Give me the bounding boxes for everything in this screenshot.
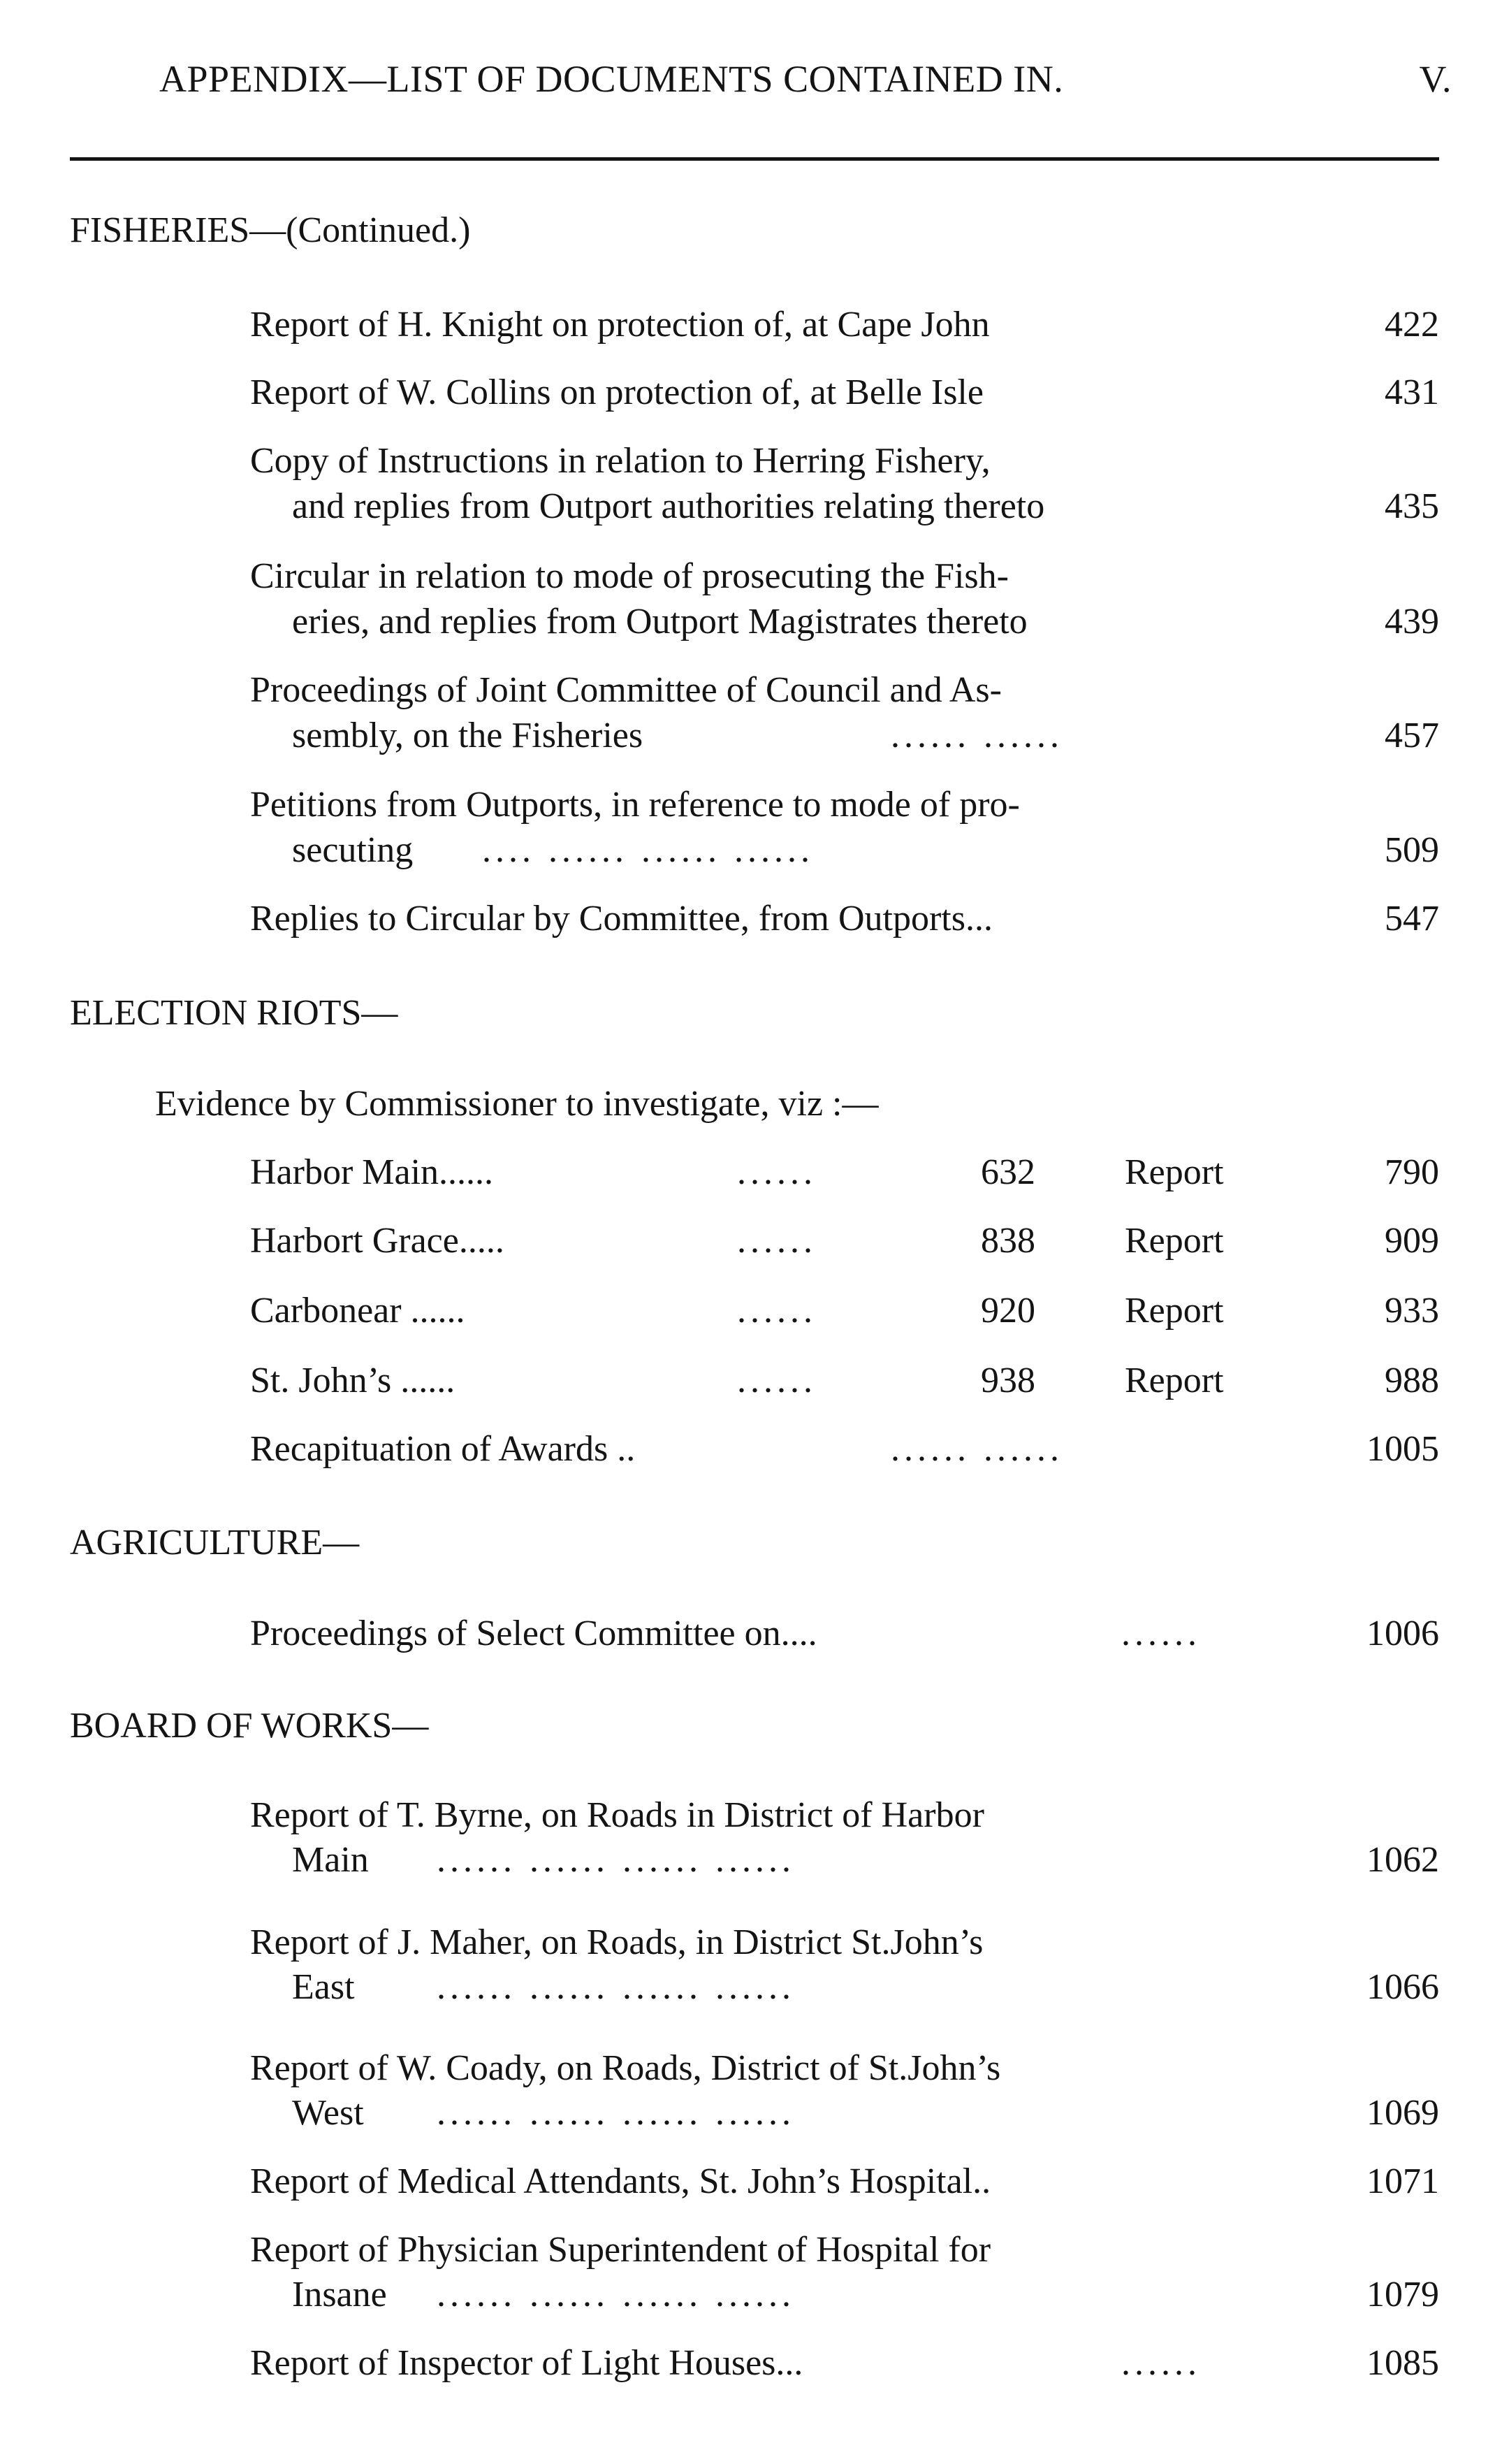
entry-page: 1079 [1366,2275,1439,2314]
entry-text: Report of W. Collins on protection of, at Belle Isle [250,372,984,412]
report-label: Report [1125,1291,1224,1331]
leader-dots: ...... [737,1152,817,1192]
entry-page: 1071 [1366,2161,1439,2201]
evidence-page: 838 [981,1221,1035,1261]
entry-page: 439 [1385,602,1439,642]
leader-dots: ...... ...... ...... ...... [437,1840,795,1880]
entry-text: Report of W. Coady, on Roads, District of St.John’s [250,2048,1001,2088]
entry-text: Copy of Instructions in relation to Herring Fishery, [250,441,991,481]
entry-text-continued: secuting [292,830,414,870]
entry-text-continued: Insane [292,2275,387,2314]
entry-text: Report of Physician Superintendent of Hospital for [250,2230,991,2270]
section-heading-agriculture: AGRICULTURE— [70,1523,360,1563]
entry-text-continued: West [292,2093,364,2133]
entry-page: 1066 [1366,1967,1439,2007]
report-page: 909 [1385,1221,1439,1261]
section-heading-election-riots: ELECTION RIOTS— [70,993,398,1033]
leader-dots: ...... [1121,1614,1201,1653]
leader-dots: ...... ...... ...... ...... [437,1967,795,2007]
entry-text: Proceedings of Select Committee on.... [250,1614,817,1653]
entry-text: Report of H. Knight on protection of, at Cape John [250,305,990,345]
entry-text: Petitions from Outports, in reference to mode of pro- [250,785,1020,825]
entry-text-continued: Main [292,1840,369,1880]
leader-dots: ...... [1121,2343,1201,2383]
entry-page: 1085 [1366,2343,1439,2383]
riot-place: Harbor Main...... [250,1152,494,1192]
entry-text: Circular in relation to mode of prosecuting the Fish- [250,556,1009,596]
riot-place: Harbort Grace..... [250,1221,504,1261]
section-heading-fisheries: FISHERIES—(Continued.) [70,210,471,250]
entry-text: Report of T. Byrne, on Roads in District of Harbor [250,1795,984,1835]
leader-dots: ...... [737,1361,817,1400]
page-title: APPENDIX—LIST OF DOCUMENTS CONTAINED IN. [159,58,1064,100]
report-label: Report [1125,1361,1224,1400]
report-label: Report [1125,1152,1224,1192]
leader-dots: ...... [737,1291,817,1331]
header-rule [70,157,1439,161]
entry-text: Report of J. Maher, on Roads, in District St.John’s [250,1922,984,1962]
riot-place: St. John’s ...... [250,1361,455,1400]
entry-text-continued: and replies from Outport authorities relating thereto [292,486,1045,526]
entry-text-continued: East [292,1967,355,2007]
evidence-page: 632 [981,1152,1035,1192]
report-page: 790 [1385,1152,1439,1192]
entry-text: Report of Inspector of Light Houses... [250,2343,803,2383]
entry-page: 435 [1385,486,1439,526]
entry-text: Recapituation of Awards .. [250,1429,636,1469]
leader-dots: ...... ...... ...... ...... [437,2093,795,2133]
leader-dots: ...... [737,1221,817,1261]
report-label: Report [1125,1221,1224,1261]
leader-dots: ...... ...... [891,716,1063,755]
entry-page: 1005 [1366,1429,1439,1469]
section-heading-board-of-works: BOARD OF WORKS— [70,1706,429,1746]
riot-place: Carbonear ...... [250,1291,465,1331]
evidence-page: 938 [981,1361,1035,1400]
leader-dots: ...... ...... [891,1429,1063,1469]
entry-page: 457 [1385,716,1439,755]
leader-dots: .... ...... ...... ...... [482,830,814,870]
entry-text: Report of Medical Attendants, St. John’s Hospital.. [250,2161,991,2201]
page-header [159,57,1452,113]
report-page: 988 [1385,1361,1439,1400]
entry-page: 1006 [1366,1614,1439,1653]
page-number: V. [1419,58,1452,100]
entry-page: 431 [1385,372,1439,412]
entry-page: 1069 [1366,2093,1439,2133]
entry-page: 509 [1385,830,1439,870]
entry-page: 547 [1385,899,1439,939]
report-page: 933 [1385,1291,1439,1331]
entry-text: Proceedings of Joint Committee of Council and As- [250,670,1002,710]
section-intro: Evidence by Commissioner to investigate, viz :— [155,1084,879,1124]
entry-text-continued: sembly, on the Fisheries [292,716,643,755]
entry-text-continued: eries, and replies from Outport Magistrates thereto [292,602,1028,642]
evidence-page: 920 [981,1291,1035,1331]
entry-page: 422 [1385,305,1439,345]
entry-page: 1062 [1366,1840,1439,1880]
leader-dots: ...... ...... ...... ...... [437,2275,795,2314]
entry-text: Replies to Circular by Committee, from Outports... [250,899,993,939]
